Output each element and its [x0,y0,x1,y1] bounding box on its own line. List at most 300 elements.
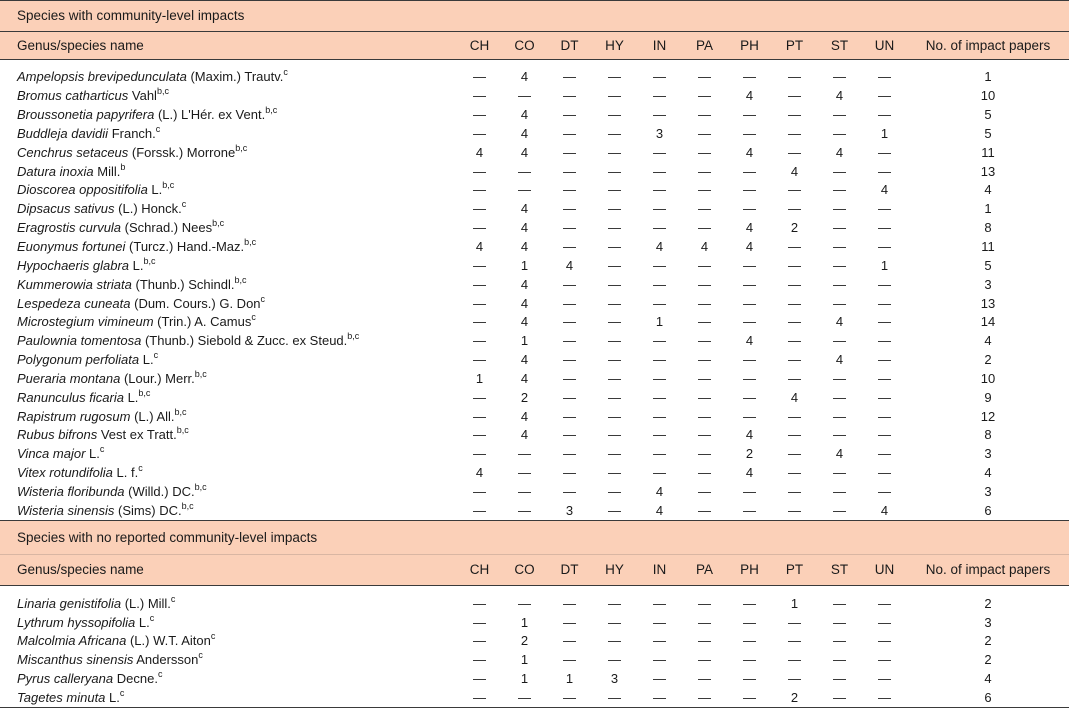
genus-species: Buddleja davidii [17,125,109,141]
impact-cell: — [473,163,486,179]
impact-cell: 4 [520,125,529,141]
impact-cell: — [878,652,891,668]
table-row [0,162,1069,181]
papers-count: 14 [980,314,996,330]
impact-cell: — [788,671,801,687]
genus-species: Rubus bifrons [17,427,98,443]
section-title: Species with no reported community-level impacts [0,521,1069,555]
table-row [0,87,1069,106]
table-row [0,219,1069,238]
papers-count: 2 [984,595,992,611]
footnote-marker: c [283,67,288,78]
impact-cell: — [608,144,621,160]
impact-cell: 1 [520,652,529,668]
impact-cell: 4 [745,239,754,255]
impact-cell: — [653,220,666,236]
impact-cell: — [833,69,846,85]
impact-cell: — [743,107,756,123]
impact-cell: — [833,276,846,292]
impact-cell: — [788,125,801,141]
impact-cell: — [608,239,621,255]
impact-cell: — [833,295,846,311]
header-code: PA [682,554,727,586]
authority: L. [127,389,139,405]
impact-cell: — [833,201,846,217]
papers-count: 2 [984,633,992,649]
papers-count: 12 [980,408,996,424]
impact-cell: 4 [520,408,529,424]
species-name [0,594,457,613]
impact-cell: — [608,295,621,311]
footnote-marker: b,c [265,105,278,116]
impact-cell: — [833,220,846,236]
impact-cell: — [727,688,772,707]
table-row [0,445,1069,464]
impact-cell: — [563,333,576,349]
impact-cell: — [788,201,801,217]
impact-cell: — [518,182,531,198]
impact-cell: — [788,314,801,330]
impact-cell: — [743,633,756,649]
impact-cell: — [698,595,711,611]
header-code: PH [727,554,772,586]
impact-cell: — [698,144,711,160]
species-name [0,632,457,651]
impact-cell: — [653,389,666,405]
impact-cell: — [653,163,666,179]
genus-species: Eragrostis curvula [17,220,122,236]
genus-species: Vinca major [17,446,86,462]
impact-cell: — [743,163,756,179]
impact-cell: 1 [520,614,529,630]
impact-cell: — [518,465,531,481]
species-name [0,351,457,370]
impact-cell: — [698,107,711,123]
impact-cell: — [653,671,666,687]
table-row [0,200,1069,219]
authority: (L.) Mill. [124,595,171,611]
genus-species: Ampelopsis brevipedunculata [17,69,187,85]
table-row [0,651,1069,670]
impact-cell: — [608,595,621,611]
species-name [0,613,457,632]
impact-cell: — [502,501,547,520]
impact-cell: — [698,652,711,668]
impact-cell: — [653,69,666,85]
impact-cell: — [563,389,576,405]
impact-cell: — [833,671,846,687]
papers-count: 4 [984,671,992,687]
impact-cell: 2 [520,633,529,649]
impact-cell: — [563,69,576,85]
impact-cell: — [788,107,801,123]
header-code: PH [727,32,772,60]
genus-species: Bromus catharticus [17,88,129,104]
authority: (Schrad.) Nees [124,220,213,236]
impact-cell: — [833,614,846,630]
footnote-marker: c [198,650,203,661]
header-papers: No. of impact papers [907,554,1069,586]
impact-cell: — [698,633,711,649]
impact-cell: — [788,633,801,649]
impact-cell: — [833,107,846,123]
footnote-marker: b,c [138,387,151,398]
impact-cell: — [743,182,756,198]
genus-species: Pyrus calleryana [17,671,114,687]
papers-count: 3 [984,483,992,499]
impact-cell: — [653,595,666,611]
impact-cell: — [473,408,486,424]
impact-cell: — [878,633,891,649]
impact-cell: — [833,408,846,424]
header-code: DT [547,554,592,586]
papers-count: 9 [984,389,992,405]
header-code: ST [817,554,862,586]
impact-cell: — [878,408,891,424]
header-genus: Genus/species name [0,32,457,60]
authority: Decne. [116,671,158,687]
impact-cell: 4 [745,333,754,349]
impact-cell: 1 [880,125,889,141]
impact-cell: — [608,652,621,668]
genus-species: Wisteria sinensis [17,502,115,518]
spacer-row [0,60,1069,69]
impact-cell: — [833,633,846,649]
impact-cell: — [788,408,801,424]
impact-cell: — [608,427,621,443]
impact-cell: — [788,427,801,443]
impact-cell: — [563,88,576,104]
impact-cell: — [878,352,891,368]
impact-cell: — [878,88,891,104]
impact-cell: — [653,370,666,386]
impact-cell: — [743,69,756,85]
impact-cell: — [788,465,801,481]
footnote-marker: c [210,631,216,642]
impact-cell: — [608,201,621,217]
impact-cell: — [743,671,756,687]
impact-cell: — [518,163,531,179]
table-row [0,632,1069,651]
header-code: CH [457,32,502,60]
footnote-marker: c [155,123,161,134]
impact-cell: — [788,69,801,85]
impact-cell: — [788,182,801,198]
table-row [0,688,1069,707]
header-code: HY [592,554,637,586]
impact-cell: — [518,88,531,104]
impact-cell: 4 [565,257,574,273]
papers-count: 3 [984,446,992,462]
impact-cell: 4 [520,239,529,255]
impact-cell: — [788,614,801,630]
table-row [0,181,1069,200]
header-code: CO [502,554,547,586]
impact-cell: — [473,595,486,611]
impact-cell: — [653,427,666,443]
impact-cell: 4 [520,69,529,85]
impact-cell: 4 [655,483,664,499]
impact-cell: — [743,483,756,499]
impact-cell: — [682,688,727,707]
impact-cell: — [698,163,711,179]
impact-cell: — [698,408,711,424]
authority: (Thunb.) Siebold & Zucc. ex Steud. [144,333,348,349]
impact-cell: — [743,595,756,611]
table-row [0,407,1069,426]
genus-species: Rapistrum rugosum [17,408,131,424]
genus-species: Broussonetia papyrifera [17,107,155,123]
impact-cell: — [473,220,486,236]
impact-cell: 4 [520,295,529,311]
footnote-marker: b,c [156,86,169,97]
impact-cell: 3 [655,125,664,141]
impact-cell: — [833,427,846,443]
impact-cell: — [563,465,576,481]
papers-count: 1 [984,201,992,217]
genus-species: Dioscorea oppositifolia [17,182,148,198]
species-name [0,388,457,407]
genus-species: Lythrum hyssopifolia [17,614,136,630]
table-row [0,294,1069,313]
impact-cell: 4 [745,427,754,443]
header-papers: No. of impact papers [907,32,1069,60]
impact-cell: — [788,333,801,349]
impact-cell: 1 [565,671,574,687]
species-name [0,219,457,238]
header-code: UN [862,554,907,586]
impact-cell: — [698,220,711,236]
table-row [0,332,1069,351]
impact-cell: — [563,652,576,668]
impact-cell: 4 [790,163,799,179]
papers-count: 13 [980,295,996,311]
impact-cell: — [698,352,711,368]
impact-cell: — [833,370,846,386]
footnote-marker: c [149,612,155,623]
papers-count: 3 [984,276,992,292]
impact-cell: — [608,352,621,368]
impact-cell: — [653,408,666,424]
impact-cell: — [563,182,576,198]
header-code: IN [637,554,682,586]
impact-cell: — [788,239,801,255]
impact-cell: — [653,182,666,198]
impact-cell: — [743,314,756,330]
papers-count: 4 [984,333,992,349]
impact-cell: 1 [520,671,529,687]
species-name [0,501,457,520]
impact-cell: — [698,276,711,292]
header-row [0,32,1069,60]
impact-cell: — [833,389,846,405]
impact-cell: — [608,257,621,273]
table-row [0,388,1069,407]
footnote-marker: c [251,312,256,323]
genus-species: Tagetes minuta [17,689,106,705]
impact-cell: 4 [655,239,664,255]
impact-cell: — [653,614,666,630]
impact-cell: — [833,182,846,198]
papers-count: 3 [984,614,992,630]
papers-count: 10 [980,88,996,104]
impact-cell: — [563,595,576,611]
impact-cell: — [608,333,621,349]
authority: L. [89,446,100,462]
species-name [0,275,457,294]
impact-cell: — [788,88,801,104]
table-row [0,464,1069,483]
impact-cell: — [608,389,621,405]
impact-cell: 4 [520,107,529,123]
table-row [0,125,1069,144]
impact-cell: — [878,201,891,217]
species-name [0,181,457,200]
impact-cell: — [878,107,891,123]
impact-cell: — [788,295,801,311]
impact-cell: — [788,257,801,273]
species-name [0,106,457,125]
impact-cell: — [878,614,891,630]
authority: (Turcz.) Hand.-Maz. [129,239,245,255]
header-code: UN [862,32,907,60]
impact-cell: — [653,652,666,668]
impact-cell: — [653,107,666,123]
footnote-marker: c [170,593,176,604]
impact-cell: — [698,333,711,349]
species-name [0,238,457,257]
impact-cell: — [608,88,621,104]
impact-cell: — [473,182,486,198]
genus-species: Paulownia tomentosa [17,333,142,349]
impact-cell: — [473,276,486,292]
authority: Franch. [111,125,156,141]
species-name [0,294,457,313]
impact-cell: — [518,595,531,611]
impact-cell: — [637,688,682,707]
impact-cell: — [473,125,486,141]
impact-cell: — [833,239,846,255]
impact-cell: 4 [745,465,754,481]
papers-count: 1 [984,69,992,85]
authority: (L.) W.T. Aiton [129,633,211,649]
impact-cell: — [608,614,621,630]
impact-cell: — [608,69,621,85]
impact-cell: — [473,107,486,123]
table-row [0,275,1069,294]
impact-cell: — [608,163,621,179]
impact-cell: — [743,352,756,368]
table-row [0,370,1069,389]
impact-cell: 4 [862,501,907,520]
papers-count: 5 [984,257,992,273]
impact-cell: — [743,370,756,386]
impact-cell: — [743,201,756,217]
species-name [0,407,457,426]
papers-count: 4 [984,465,992,481]
impact-cell: 1 [655,314,664,330]
impact-cell: — [608,107,621,123]
genus-species: Pueraria montana [17,370,121,386]
footnote-marker: b,c [212,218,225,229]
genus-species: Hypochaeris glabra [17,257,130,273]
impact-cell: — [473,614,486,630]
footnote-marker: c [153,350,159,361]
impact-cell: — [698,446,711,462]
section-title-row [0,1,1069,32]
authority: (L.) Honck. [118,201,182,217]
genus-species: Cenchrus setaceus [17,144,129,160]
impact-cell: — [473,333,486,349]
impact-cell: — [473,427,486,443]
impact-cell: 4 [520,370,529,386]
impact-cell: 4 [790,389,799,405]
impact-cell: — [563,633,576,649]
section-title-row [0,521,1069,555]
impact-cell: — [698,671,711,687]
impact-cell: — [653,446,666,462]
header-genus: Genus/species name [0,554,457,586]
authority: L. [132,257,144,273]
impact-cell: 4 [745,88,754,104]
header-code: PA [682,32,727,60]
impact-cell: — [878,595,891,611]
impact-cell: — [833,595,846,611]
impact-cell: 4 [520,427,529,443]
impact-cell: 4 [745,144,754,160]
papers-count: 6 [907,688,1069,707]
impact-cell: 4 [475,465,484,481]
impact-cell: — [743,125,756,141]
papers-count: 4 [984,182,992,198]
footnote-marker: c [157,669,163,680]
impact-cell: — [833,125,846,141]
header-code: CH [457,554,502,586]
impact-cell: — [473,295,486,311]
impact-cell: — [878,446,891,462]
species-name [0,256,457,275]
authority: (Forssk.) Morrone [131,144,236,160]
table-row [0,256,1069,275]
impact-cell: — [698,88,711,104]
table-row [0,670,1069,689]
impact-cell: — [563,107,576,123]
authority: (L.) All. [134,408,175,424]
footnote-marker: b,c [347,331,360,342]
impact-cell: — [788,370,801,386]
impact-cell: — [788,483,801,499]
impact-cell: — [473,389,486,405]
papers-count: 5 [984,125,992,141]
impact-cell: — [727,501,772,520]
table-row [0,143,1069,162]
impact-cell: — [518,483,531,499]
authority: L. [142,352,154,368]
authority: L. [109,689,120,705]
impact-cell: — [833,465,846,481]
impact-cell: — [608,465,621,481]
impact-cell: — [473,88,486,104]
impact-cell: — [653,144,666,160]
impact-cell: 4 [835,314,844,330]
impact-cell: — [878,671,891,687]
authority: (Willd.) DC. [128,483,195,499]
impact-cell: — [698,201,711,217]
impact-cell: — [743,276,756,292]
header-code: PT [772,554,817,586]
papers-count: 13 [980,163,996,179]
authority: (Thunb.) Schindl. [135,276,235,292]
